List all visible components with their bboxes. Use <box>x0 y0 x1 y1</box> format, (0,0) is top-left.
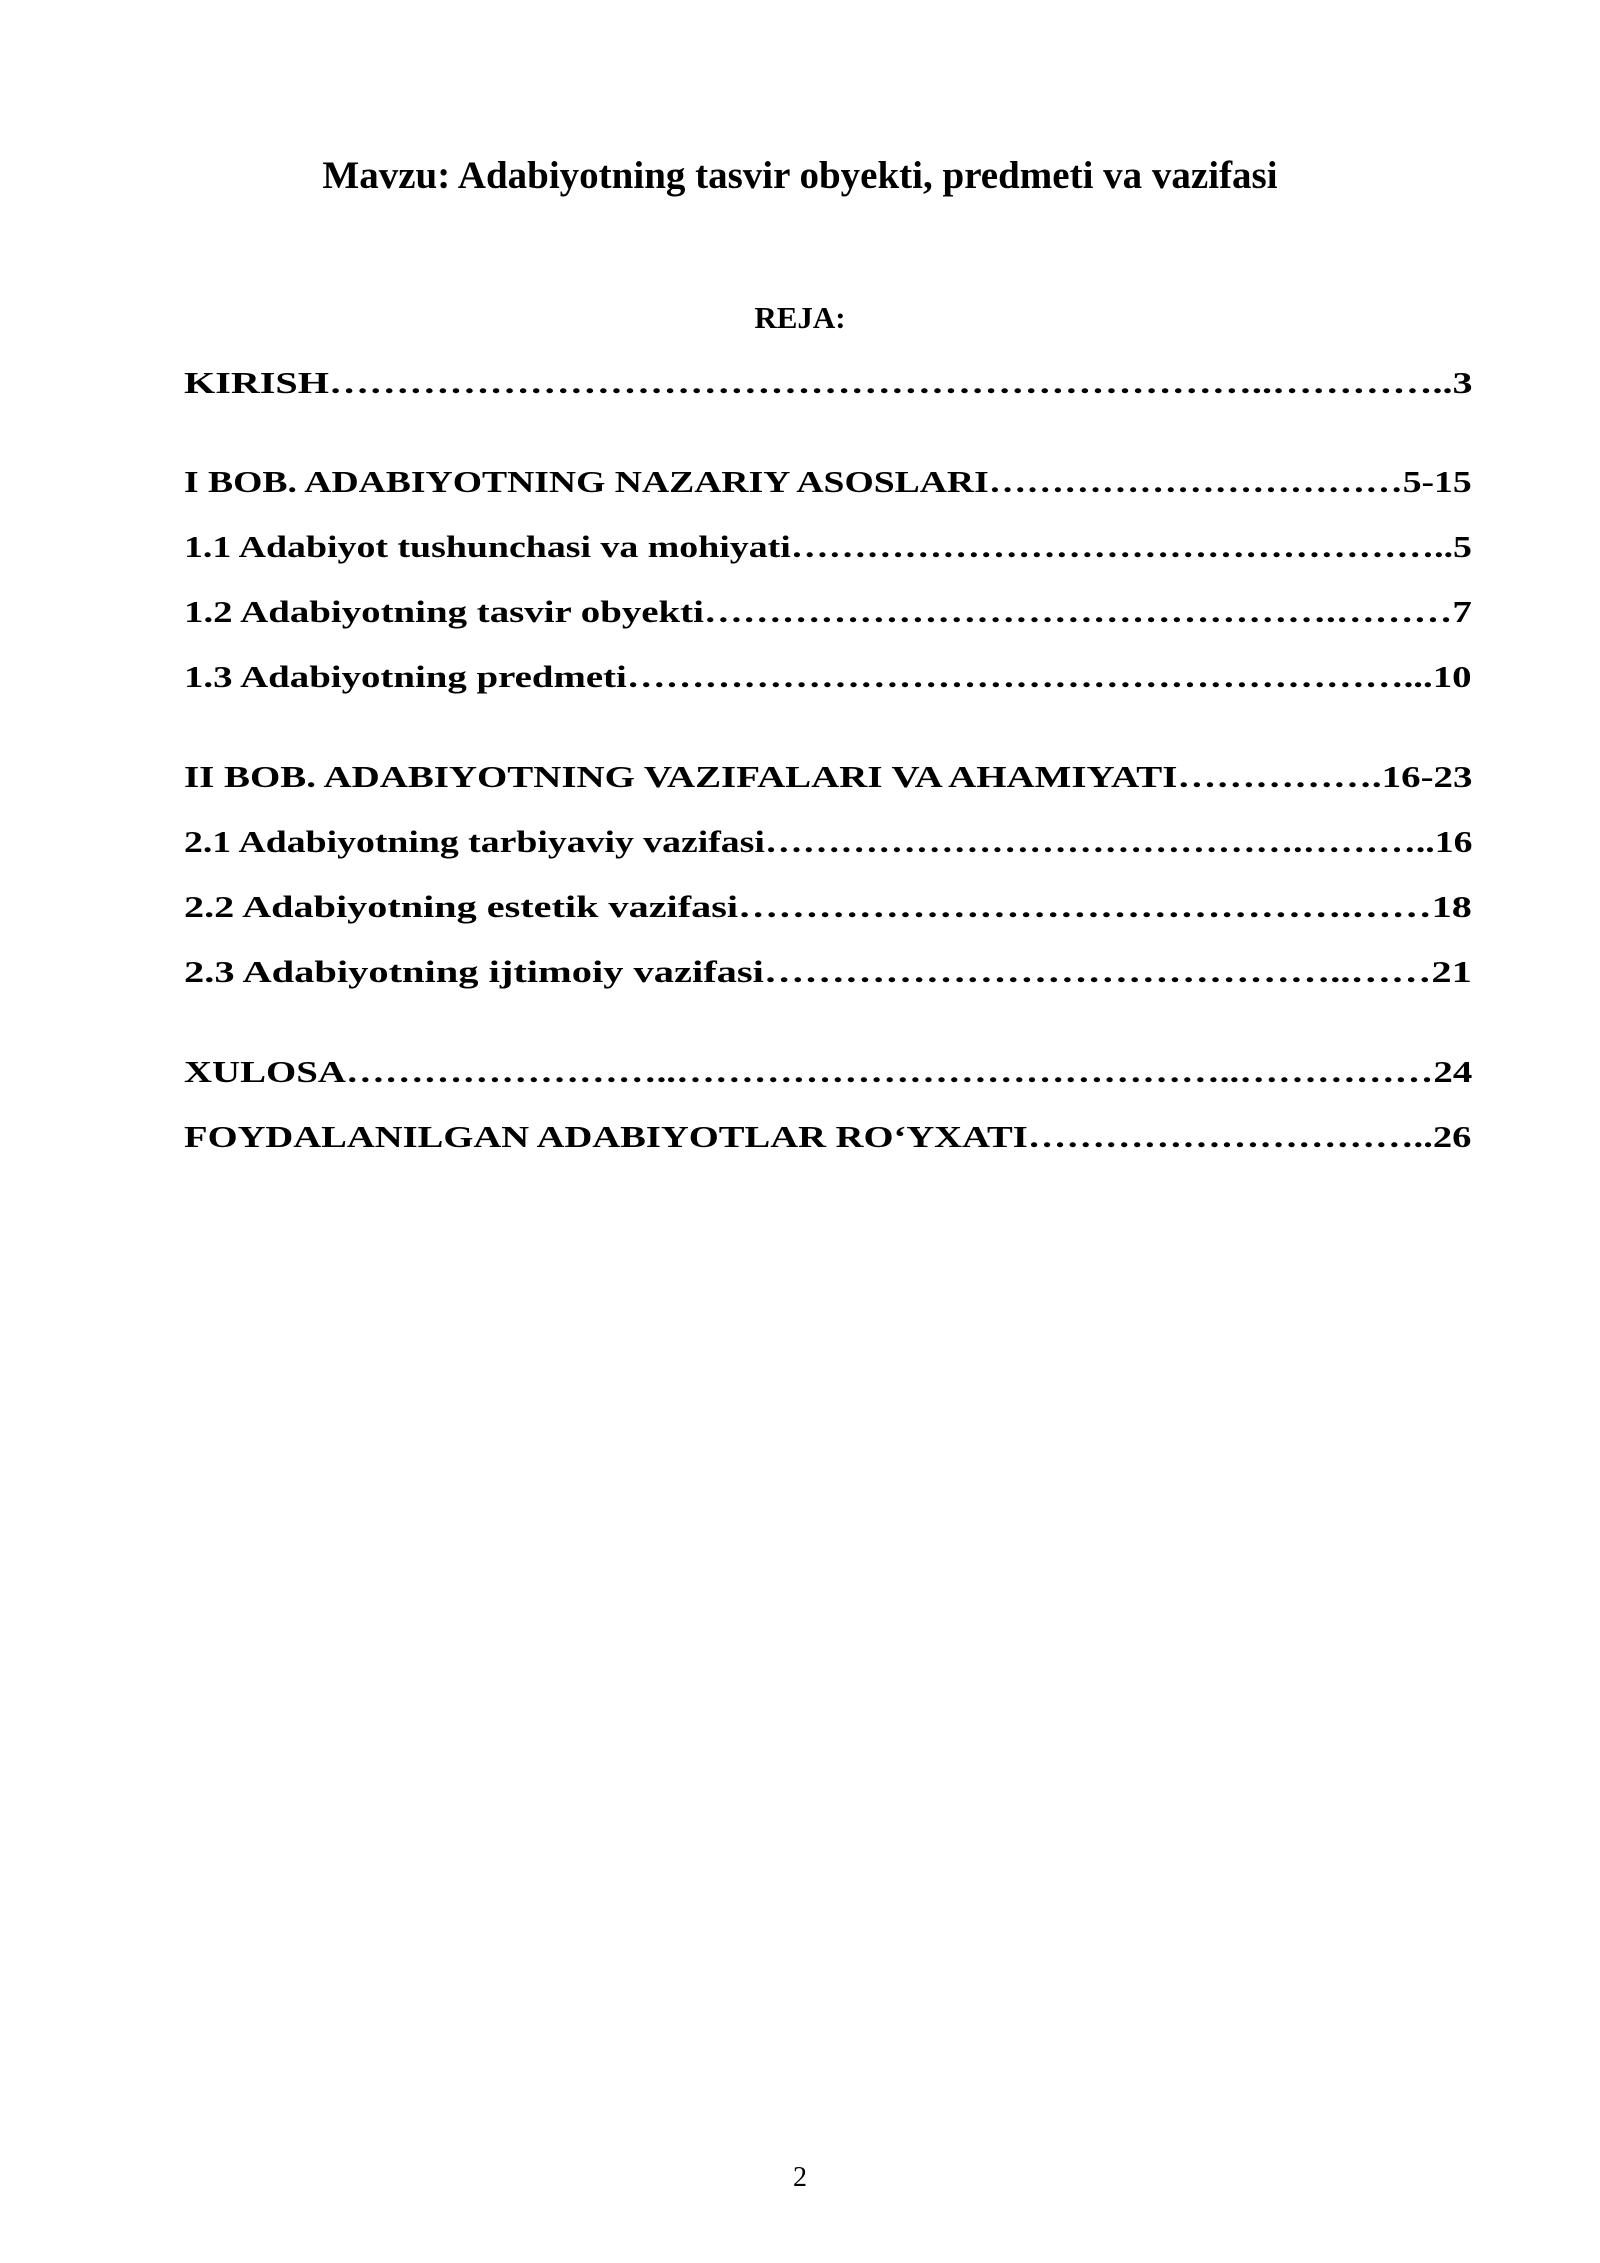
toc-entry-introduction <box>184 363 1472 403</box>
toc-entry-section-1-1 <box>184 527 1472 567</box>
toc-entry-text: II BOB. ADABIYOTNING VAZIFALARI VA AHAMIYATI…………….16-23 <box>184 759 1473 794</box>
toc-entry-chapter-1 <box>184 462 1472 502</box>
toc-entry-text: 1.1 Adabiyot tushunchasi va mohiyati……………………………………………..5 <box>184 529 1472 564</box>
toc-entry-bibliography <box>184 1117 1472 1157</box>
toc-entry-text: I BOB. ADABIYOTNING NAZARIY ASOSLARI……………………………5-15 <box>184 464 1472 499</box>
toc-entry-text: 1.2 Adabiyotning tasvir obyekti………………………………………….………7 <box>184 594 1472 629</box>
toc-entry-conclusion <box>184 1052 1472 1092</box>
toc-entry-text: 2.2 Adabiyotning estetik vazifasi……………………………………….……18 <box>184 889 1472 924</box>
page-number: 2 <box>793 2162 807 2193</box>
document-title: Mavzu: Adabiyotning tasvir obyekti, predmeti va vazifasi <box>322 154 1278 197</box>
toc-entry-section-1-3 <box>184 657 1472 697</box>
toc-entry-section-2-2 <box>184 887 1472 927</box>
toc-entry-text: KIRISH……………………………………………………………..…………..3 <box>184 365 1473 400</box>
toc-entry-text: XULOSA……………………..……………………………………..……………24 <box>184 1054 1473 1089</box>
toc-entry-section-2-3 <box>184 952 1472 992</box>
toc-entry-chapter-2 <box>184 757 1472 797</box>
toc-entry-text: 2.3 Adabiyotning ijtimoiy vazifasi……………………………………..……21 <box>184 954 1472 989</box>
toc-entry-text: 2.1 Adabiyotning tarbiyaviy vazifasi…………………………………….………..16 <box>184 824 1473 859</box>
plan-heading: REJA: <box>754 300 846 335</box>
toc-entry-text: FOYDALANILGAN ADABIYOTLAR RO‘YXATI…………………………..26 <box>184 1119 1472 1154</box>
toc-entry-text: 1.3 Adabiyotning predmeti……………………………………………………...10 <box>184 659 1472 694</box>
toc-entry-section-1-2 <box>184 592 1472 632</box>
toc-entry-section-2-1 <box>184 822 1472 862</box>
